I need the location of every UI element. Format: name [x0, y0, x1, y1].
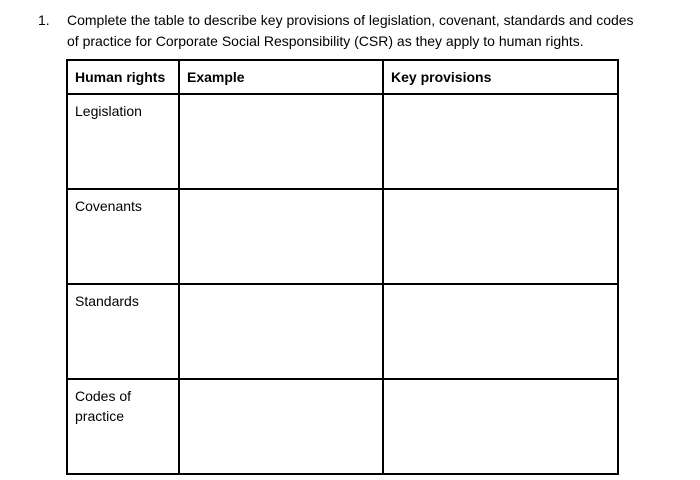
- human-rights-table: [66, 59, 619, 475]
- example-cell[interactable]: [179, 189, 383, 284]
- provisions-cell[interactable]: [383, 189, 618, 284]
- provisions-cell[interactable]: [383, 379, 618, 474]
- table-row: [67, 284, 618, 379]
- row-label-legislation: Legislation: [67, 94, 179, 189]
- example-cell[interactable]: [179, 379, 383, 474]
- row-label-standards: Standards: [67, 284, 179, 379]
- question-number: 1.: [38, 12, 50, 28]
- row-label-covenants: Covenants: [67, 189, 179, 284]
- table-row: [67, 379, 618, 474]
- header-example: Example: [179, 60, 383, 94]
- question-text: Complete the table to describe key provisions of legislation, covenant, standards and codes of practice for Corporate Social Responsibility (CSR) as they apply to human rights.: [67, 12, 634, 49]
- example-cell[interactable]: [179, 94, 383, 189]
- table-row: [67, 94, 618, 189]
- table-row: [67, 189, 618, 284]
- table-header-row: [67, 60, 618, 94]
- header-key-provisions: Key provisions: [383, 60, 618, 94]
- provisions-cell[interactable]: [383, 284, 618, 379]
- row-label-codes-of-practice: Codes of practice: [67, 379, 179, 474]
- provisions-cell[interactable]: [383, 94, 618, 189]
- example-cell[interactable]: [179, 284, 383, 379]
- header-human-rights: Human rights: [67, 60, 179, 94]
